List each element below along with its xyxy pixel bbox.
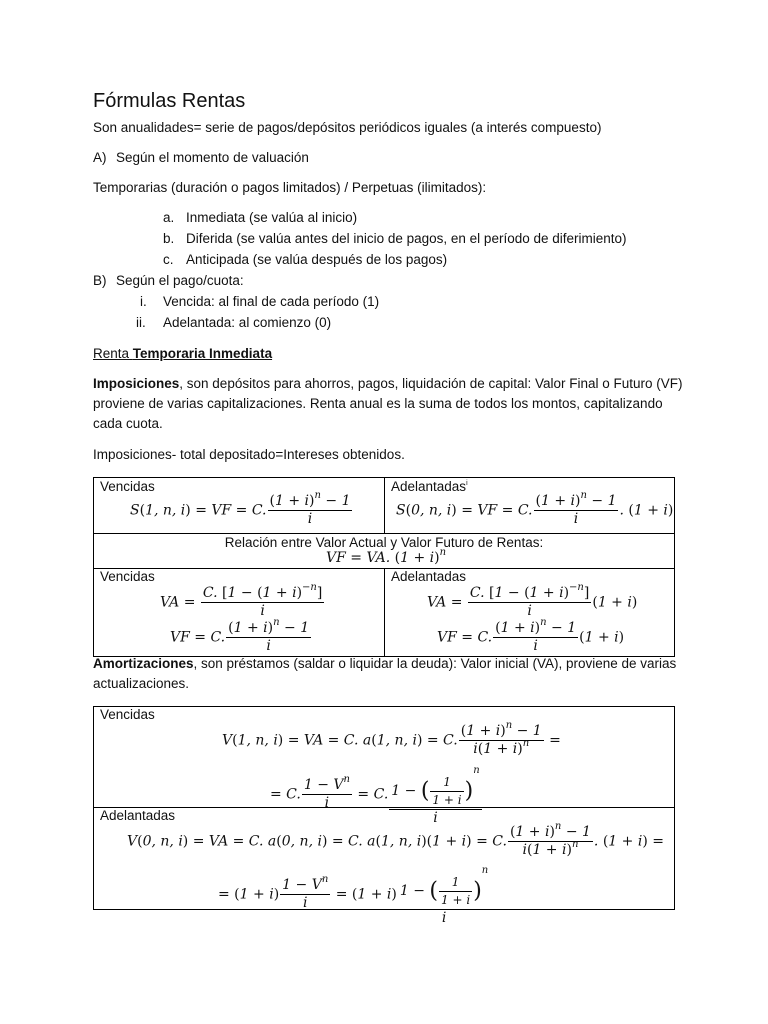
vencidas-label: Vencidas bbox=[100, 707, 155, 722]
list-item: Diferida (se valúa antes del inicio de pagos, en el período de diferimiento) bbox=[186, 231, 627, 246]
list-item-marker: i. bbox=[140, 294, 147, 309]
list-item-marker: b. bbox=[163, 231, 175, 246]
amortizaciones-text: , son préstamos (saldar o liquidar la deuda): Valor inicial (VA), proviene de varias actualizaciones. bbox=[93, 656, 677, 691]
adelantadas-label: Adelantadas bbox=[391, 569, 467, 584]
formula-va-amort-vencida-2: = C. $\frac{1 - V^n}{i}$ = C. 1 − ( $\frac{1}{1 + i}$ )$^n$ i bbox=[270, 765, 480, 826]
formula-va-amort-adelantada-2: = (1 + i) $\frac{1 - V^n}{i}$ = (1 + i) 1 − ( $\frac{1}{1 + i}$ )$^n$ i bbox=[218, 865, 489, 926]
table-divider bbox=[384, 568, 385, 657]
amortizaciones-bold: Amortizaciones bbox=[93, 656, 194, 671]
formula-va-amort-vencida-1: V(1, n, i) = VA = C. a(1, n, i) = C. $\frac{(1 + i)^n - 1}{i(1 + i)^n}$ = bbox=[222, 720, 561, 757]
section-b-marker: B) bbox=[93, 273, 107, 288]
intro-text: Son anualidades= serie de pagos/depósitos periódicos iguales (a interés compuesto) bbox=[93, 120, 602, 135]
formula-vf-adelantada-2: VF = C. $\frac{(1 + i)^n - 1}{i}$ (1 + i) bbox=[437, 617, 625, 654]
list-item: Adelantada: al comienzo (0) bbox=[163, 315, 332, 330]
footnote-mark: i bbox=[466, 480, 468, 487]
list-item-marker: a. bbox=[163, 210, 175, 225]
vencidas-label: Vencidas bbox=[100, 479, 155, 494]
renta-heading-bold: Temporaria Inmediata bbox=[132, 346, 273, 361]
formula-va-adelantada: VA = $\frac{C. [1 - (1 + i)^{-n}]}{i}$ (1 + i) bbox=[427, 582, 638, 619]
temporarias-text: Temporarias (duración o pagos limitados) / Perpetuas (ilimitados): bbox=[93, 180, 487, 195]
imposiciones-text: , son depósitos para ahorros, pagos, liquidación de capital: Valor Final o Futuro (VF) proviene de varias capitalizaciones. Renta anual es la suma de todos los montos, capitalizando cada cuota. bbox=[93, 376, 683, 431]
formula-vf-vencida-2: VF = C. $\frac{(1 + i)^n - 1}{i}$ bbox=[170, 617, 310, 654]
formula-va-amort-adelantada-1: V(0, n, i) = VA = C. a(0, n, i) = C. a(1, n, i)(1 + i) = C. $\frac{(1 + i)^n - 1}{i(1 + i)^n}$ . (1 + i) = bbox=[127, 821, 664, 858]
list-item: Vencida: al final de cada período (1) bbox=[163, 294, 380, 309]
vencidas-label: Vencidas bbox=[100, 569, 155, 584]
renta-heading bbox=[93, 344, 272, 364]
page-title: Fórmulas Rentas bbox=[93, 90, 246, 112]
adelantadas-text: Adelantadas bbox=[391, 479, 467, 494]
list-item: Inmediata (se valúa al inicio) bbox=[186, 210, 358, 225]
imposiciones-paragraph bbox=[93, 374, 683, 434]
formula-relacion: VF = VA. $(1 + i)^n$ bbox=[326, 547, 447, 566]
adelantadas-label: Adelantadas bbox=[100, 808, 176, 823]
formula-vf-adelantada: S(0, n, i) = VF = C. $\frac{(1 + i)^n - 1}{i}$ . (1 + i) bbox=[396, 490, 674, 527]
list-item-marker: ii. bbox=[136, 315, 146, 330]
formula-va-vencida: VA = $\frac{C. [1 - (1 + i)^{-n}]}{i}$ bbox=[160, 582, 323, 619]
section-a-text: Según el momento de valuación bbox=[116, 150, 309, 165]
renta-heading-prefix: Renta bbox=[93, 346, 133, 361]
section-b-text: Según el pago/cuota: bbox=[116, 273, 244, 288]
amortizaciones-paragraph bbox=[93, 654, 683, 694]
relacion-label: Relación entre Valor Actual y Valor Futuro de Rentas: bbox=[224, 535, 544, 550]
list-item-marker: c. bbox=[163, 252, 174, 267]
formula-vf-vencida: S(1, n, i) = VF = C. $\frac{(1 + i)^n - 1}{i}$ bbox=[130, 490, 351, 527]
list-item: Anticipada (se valúa después de los pagos) bbox=[186, 252, 448, 267]
table-divider bbox=[384, 477, 385, 533]
imposiciones-bold: Imposiciones bbox=[93, 376, 180, 391]
imposiciones-total: Imposiciones- total depositado=Intereses obtenidos. bbox=[93, 447, 405, 462]
section-a-marker: A) bbox=[93, 150, 107, 165]
